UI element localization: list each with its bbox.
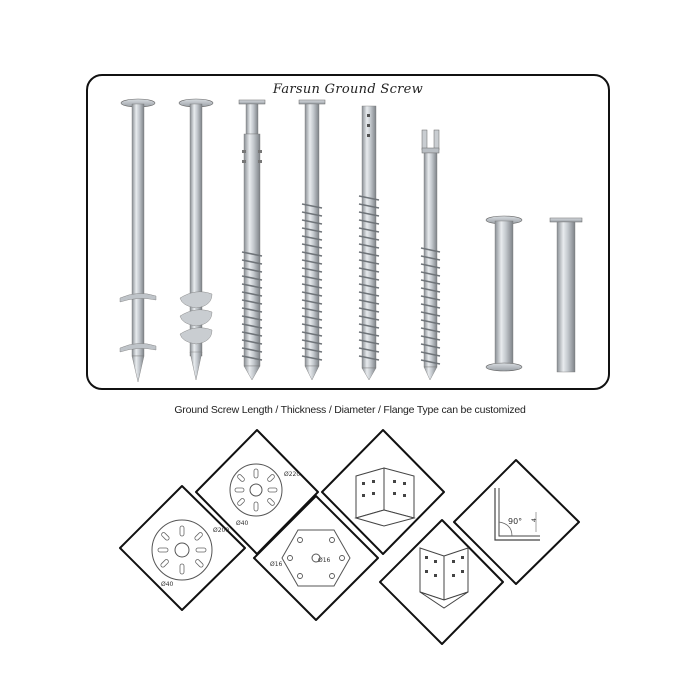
hole-dim-label: Ø40 [161, 581, 174, 588]
outer-dim-label: Ø200 [213, 527, 230, 534]
outer-dim-label: Ø220 [284, 471, 301, 478]
left-dim-label: Ø16 [270, 561, 283, 568]
frame-title: Farsun Ground Screw [272, 82, 424, 97]
right-dim-label: Ø16 [318, 557, 331, 564]
hole-dim-label: Ø40 [236, 520, 249, 527]
angle-label: 90° [508, 517, 523, 526]
customization-caption: Ground Screw Length / Thickness / Diameter / Flange Type can be customized [174, 404, 526, 416]
thickness-label: 4 [531, 518, 538, 522]
